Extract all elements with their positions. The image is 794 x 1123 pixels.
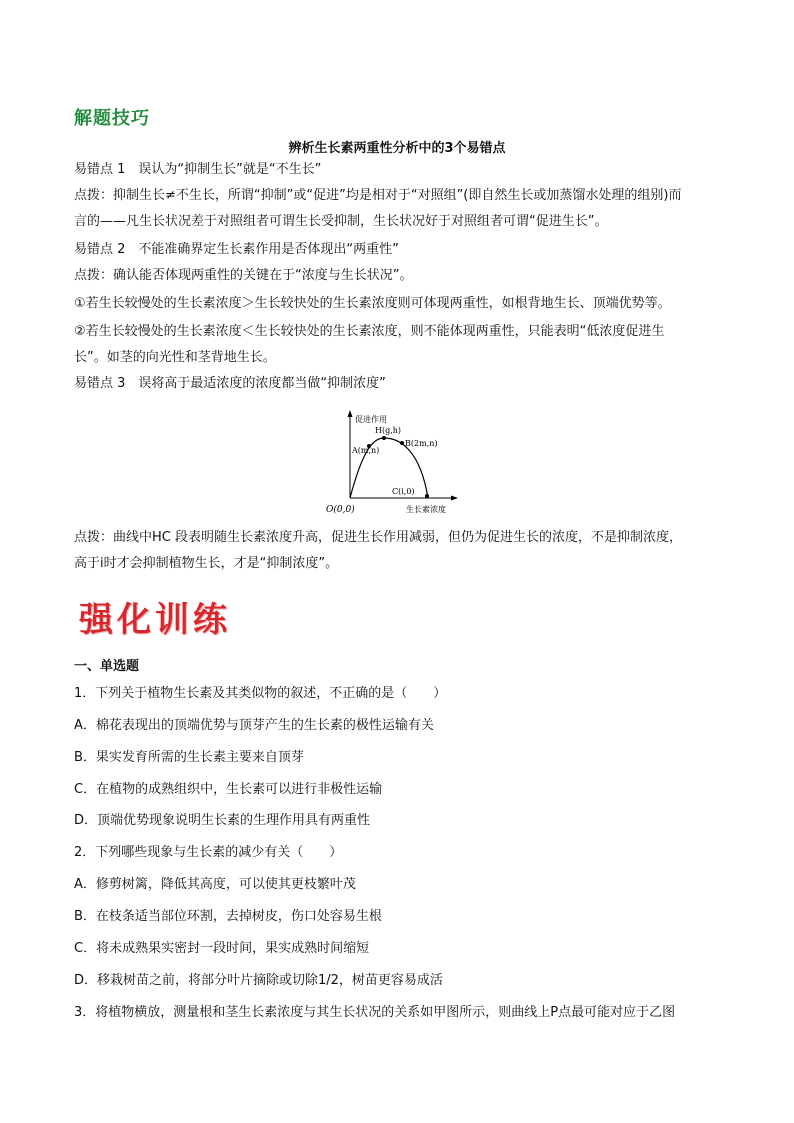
subtitle: 辨析生长素两重性分析中的3个易错点	[288, 141, 506, 156]
y-axis-arrow	[348, 410, 353, 417]
tip-line: 长”。如茎的向光性和茎背地生长。	[74, 350, 276, 365]
explanation-line: 点拨：曲线中HC 段表明随生长素浓度升高，促进生长作用减弱，但仍为促进生长的浓度，不是抑制浓度，	[74, 530, 682, 545]
x-axis-arrow	[451, 496, 458, 501]
tip-line: ②若生长较慢处的生长素浓度＜生长较快处的生长素浓度，则不能体现两重性，只能表明“低浓度促进生	[74, 324, 665, 339]
question-option: D．移栽树苗之前，将部分叶片摘除或切除1/2，树苗更容易成活	[74, 973, 443, 988]
section-heading: 解题技巧	[74, 108, 150, 129]
point-c	[425, 494, 429, 498]
tip-line: 易错点 3 误将高于最适浓度的浓度都当做“抑制浓度”	[74, 376, 386, 391]
question-option: C．将未成熟果实密封一段时间，果实成熟时间缩短	[74, 941, 370, 956]
question-option: A．棉花表现出的顶端优势与顶芽产生的生长素的极性运输有关	[74, 718, 434, 733]
tip-line: 点拨：确认能否体现两重性的关键在于“浓度与生长状况”。	[74, 268, 413, 283]
question-option: B．果实发育所需的生长素主要来自顶芽	[74, 750, 304, 765]
point-h	[382, 436, 386, 440]
tip-line: 易错点 2 不能准确界定生长素作用是否体现出“两重性”	[74, 242, 399, 257]
question-option: C．在植物的成熟组织中，生长素可以进行非极性运输	[74, 782, 383, 797]
point-a-label: A(m,n)	[352, 446, 380, 455]
point-c-label: C(i,0)	[392, 487, 415, 496]
auxin-curve-graph	[322, 408, 472, 520]
point-b	[400, 441, 404, 445]
tip-line: 易错点 1 误认为“抑制生长”就是“不生长”	[74, 162, 322, 177]
origin-label: O(0,0)	[326, 505, 355, 515]
y-axis-label: 促进作用	[355, 415, 387, 424]
question-stem: 1．下列关于植物生长素及其类似物的叙述，不正确的是（ ）	[74, 686, 447, 701]
question-stem: 2．下列哪些现象与生长素的减少有关（ ）	[74, 845, 343, 860]
x-axis-label: 生长素浓度	[406, 505, 446, 514]
explanation-line: 高于i时才会抑制植物生长，才是“抑制浓度”。	[74, 556, 339, 571]
question-option: B．在枝条适当部位环割，去掉树皮，伤口处容易生根	[74, 909, 382, 924]
point-h-label: H(g,h)	[375, 426, 402, 435]
practice-banner: 强化训练	[79, 600, 231, 640]
question-stem: 3．将植物横放，测量根和茎生长素浓度与其生长状况的关系如甲图所示，则曲线上P点最可能对应于乙图	[74, 1005, 676, 1020]
tip-line: ①若生长较慢处的生长素浓度＞生长较快处的生长素浓度则可体现两重性，如根背地生长、顶端优势等。	[74, 296, 671, 311]
question-option: D．顶端优势现象说明生长素的生理作用具有两重性	[74, 813, 371, 828]
point-b-label: B(2m,n)	[405, 439, 438, 448]
question-option: A．修剪树篱，降低其高度，可以使其更枝繁叶茂	[74, 877, 356, 892]
tip-line: 点拨：抑制生长≠不生长，所谓“抑制”或“促进”均是相对于“对照组”(即自然生长或加蒸馏水处理的组别)而	[74, 188, 682, 203]
section-title: 一、单选题	[74, 659, 140, 674]
tip-line: 言的——凡生长状况差于对照组者可谓生长受抑制，生长状况好于对照组者可谓“促进生长”。	[74, 214, 608, 229]
